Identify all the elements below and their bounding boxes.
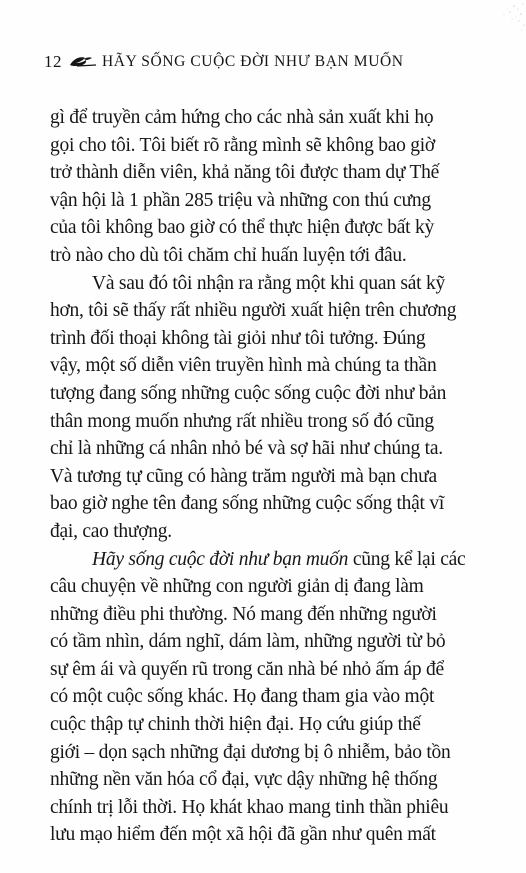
- body-text: [50, 104, 480, 849]
- text-line: vận hội là 1 phần 285 triệu và những con thú cưng: [50, 189, 431, 211]
- text-line: [50, 546, 480, 574]
- running-header: [44, 50, 504, 74]
- text-line: tượng đang sống những cuộc sống cuộc đời như bản: [50, 382, 447, 404]
- running-title: HÃY SỐNG CUỘC ĐỜI NHƯ BẠN MUỐN: [102, 53, 404, 70]
- paragraph-2: [50, 270, 480, 546]
- text-line: lưu mạo hiểm đến một xã hội đã gần như quên mất: [50, 824, 436, 846]
- text-line: bao giờ nghe tên đang sống những cuộc sống thật vĩ: [50, 493, 444, 515]
- text-line: có tầm nhìn, dám nghĩ, dám làm, những người từ bỏ: [50, 631, 446, 653]
- text-line: giới – dọn sạch những đại dương bị ô nhiễm, bảo tồn: [50, 741, 451, 763]
- paragraph-1: [50, 104, 480, 270]
- page-corner-speckle: [466, 0, 526, 40]
- text-line: trở thành diễn viên, khả năng tôi được tham dự Thế: [50, 162, 440, 184]
- text-line: gọi cho tôi. Tôi biết rõ rằng mình sẽ không bao giờ: [50, 134, 435, 156]
- text-line: sự êm ái và quyến rũ trong căn nhà bé nhỏ ấm áp để: [50, 658, 444, 680]
- text-line: Và sau đó tôi nhận ra rằng một khi quan sát kỹ: [92, 272, 445, 294]
- page-number: 12: [44, 52, 62, 71]
- text-line: của tôi không bao giờ có thể thực hiện được bất kỳ: [50, 217, 434, 239]
- book-title-italic: Hãy sống cuộc đời như bạn muốn: [92, 548, 349, 570]
- text-line: những điều phi thường. Nó mang đến những người: [50, 603, 437, 625]
- text-line: có một cuộc sống khác. Họ đang tham gia vào một: [50, 686, 435, 708]
- text-line: trò nào cho dù tôi chăm chỉ huấn luyện tới đâu.: [50, 244, 407, 266]
- text-line: đại, cao thượng.: [50, 520, 172, 542]
- text-line: cuộc thập tự chinh thời hiện đại. Họ cứu giúp thế: [50, 714, 421, 736]
- text-line: vậy, một số diễn viên truyền hình mà chúng ta thần: [50, 355, 437, 377]
- text-line: Và tương tự cũng có hàng trăm người mà bạn chưa: [50, 465, 437, 487]
- text-line: thân mong muốn nhưng rất nhiều trong số đó cũng: [50, 410, 434, 432]
- leaf-bird-ornament-icon: [68, 54, 98, 70]
- text-line: những nền văn hóa cổ đại, vực dậy những hệ thống: [50, 769, 438, 791]
- text-line: chính trị lỗi thời. Họ khát khao mang tinh thần phiêu: [50, 796, 449, 818]
- text-line: chỉ là những cá nhân nhỏ bé và sợ hãi như chúng ta.: [50, 438, 443, 460]
- text-line: trình đối thoại không tài giỏi như tôi tưởng. Đúng: [50, 327, 426, 349]
- paragraph-3: [50, 546, 480, 850]
- text-line: gì để truyền cảm hứng cho các nhà sản xuất khi họ: [50, 107, 434, 128]
- text-line: câu chuyện về những con người giản dị đang làm: [50, 576, 424, 598]
- text-line-rest: cũng kể lại các: [348, 548, 466, 570]
- text-line: hơn, tôi sẽ thấy rất nhiều người xuất hiện trên chương: [50, 300, 457, 322]
